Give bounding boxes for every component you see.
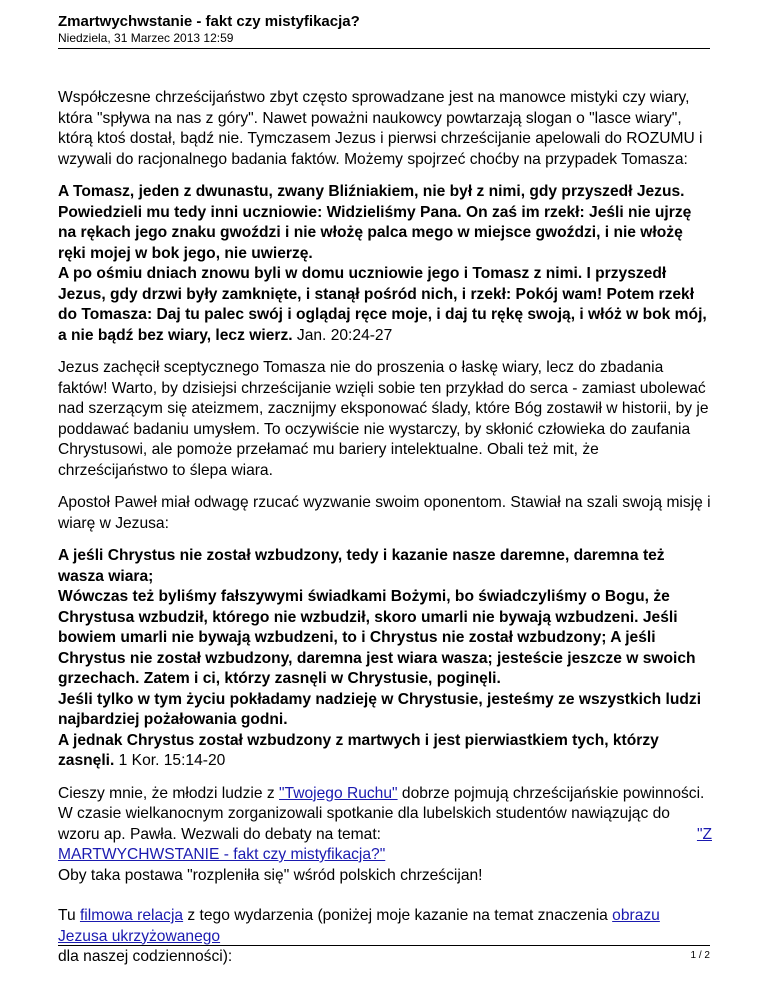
video-text-3: dla naszej codzienności): [58,948,233,965]
twoj-ruch-link[interactable]: "Twojego Ruchu" [279,784,398,802]
quote-john-reference: Jan. 20:24-27 [292,326,393,344]
paragraph-thomas: Jezus zachęcił sceptycznego Tomasza nie do proszenia o łaskę wiary, lecz do zbadania faktów! Warto, by dzisiejsi chrześcijanie wzięli sobie ten przykład do serca - zamiast ubolewać nad szerzącym się ateizmem, zacznijmy eksponować ślady, które Bóg zostawił w historii, by je poddawać badaniu umysłem. To oczywiście nie wystarczy, by skłonić człowieka do zaufania Chrystusowi, ale pomoże przełamać mu bariery intelektualne. Obali też mit, że chrześcijaństwo to ślepa wiara. [58,359,709,479]
page-number: 1 / 2 [690,950,710,961]
debate-text-2: dobrze pojmują chrześcijańskie powinności. W czasie wielkanocnym zorganizowali spotkanie dla lubelskich studentów nawiązując do wzoru ap. Pawła. Wezwali do debaty na temat: [58,784,705,843]
debate-text-1: Cieszy mnie, że młodzi ludzie z [58,784,279,802]
paragraph-debate [58,784,712,887]
paragraph-intro: Współczesne chrześcijaństwo zbyt często sprowadzane jest na manowce mistyki czy wiary, która "spływa na nas z góry". Nawet poważni naukowcy powtarzają slogan o "lasce wiary", którą ktoś dostał, bądź nie. Tymczasem Jezus i pierwsi chrześcijanie apelowali do ROZUMU i wzywali do racjonalnego badania faktów. Możemy spojrzeć choćby na przypadek Tomasza: [58,89,703,168]
quote-john-part2: A po ośmiu dniach znowu byli w domu uczniowie jego i Tomasz z nimi. I przyszedł Jezus, gdy drzwi były zamknięte, i stanął pośród nich, i rzekł: Pokój wam! Potem rzekł do Tomasza: Daj tu palec swój i oglądaj ręce moje, i daj tu rękę swoją, i włóż w bok mój, a nie bądź bez wiary, lecz wierz. [58,265,707,344]
quote-corinthians [58,546,712,772]
quote-john-part1: A Tomasz, jeden z dwunastu, zwany Bliźniakiem, nie był z nimi, gdy przyszedł Jezus. Powiedzieli mu tedy inni uczniowie: Widzieliśmy Pana. On zaś im rzekł: Jeśli nie ujrzę na rękach jego znaku gwoździ i nie włożę palca mego w miejsce gwoździ, i nie włożę ręki mojej w bok jego, nie uwierzę. [58,183,692,262]
quote-cor-part2: Wówczas też byliśmy fałszywymi świadkami Bożymi, bo świadczyliśmy o Bogu, że Chrystusa wzbudził, którego nie wzbudził, skoro umarli nie bywają wzbudzeni. Jeśli bowiem umarli nie bywają wzbudzeni, to i Chrystus nie został wzbudzony; A jeśli Chrystus nie został wzbudzony, daremna jest wiara wasza; jesteście jeszcze w swoich grzechach. Zatem i ci, którzy zasnęli w Chrystusie, poginęli. [58,588,696,687]
crucified-image-link-part1[interactable]: obrazu [612,907,660,924]
debate-text-3: Oby taka postawa "rozpleniła się" wśród polskich chrześcijan! [58,866,483,884]
document-header [58,13,710,45]
quote-cor-part1: A jeśli Chrystus nie został wzbudzony, tedy i kazanie nasze daremne, daremna też wasza wiara; [58,547,665,585]
footer-divider [58,945,710,946]
video-text-1: Tu [58,907,80,924]
article-body [58,88,712,980]
crucified-image-link-part2[interactable]: Jezusa ukrzyżowanego [58,927,221,945]
quote-cor-reference: 1 Kor. 15:14-20 [114,752,226,769]
document-date: Niedziela, 31 Marzec 2013 12:59 [58,31,234,45]
film-report-link[interactable]: filmowa relacja [79,907,184,924]
debate-topic-link-part1[interactable]: "Z [696,825,712,843]
debate-topic-link-part2[interactable]: MARTWYCHWSTANIE - fakt czy mistyfikacja?" [58,846,386,863]
quote-cor-part3: Jeśli tylko w tym życiu pokładamy nadzieję w Chrystusie, jesteśmy ze wszystkich ludzi najbardziej pożałowania godni. [58,690,702,728]
paragraph-paul: Apostoł Paweł miał odwagę rzucać wyzwanie swoim oponentom. Stawiał na szali swoją misję i wiarę w Jezusa: [58,494,711,532]
quote-cor-part4: A jednak Chrystus został wzbudzony z martwych i jest pierwiastkiem tych, którzy zasnęli. [58,731,659,769]
quote-john [58,182,712,346]
document-title: Zmartwychwstanie - fakt czy mistyfikacja? [58,13,360,30]
header-divider [58,48,710,49]
video-text-2: z tego wydarzenia (poniżej moje kazanie na temat znaczenia [183,907,613,924]
paragraph-video [58,906,712,968]
